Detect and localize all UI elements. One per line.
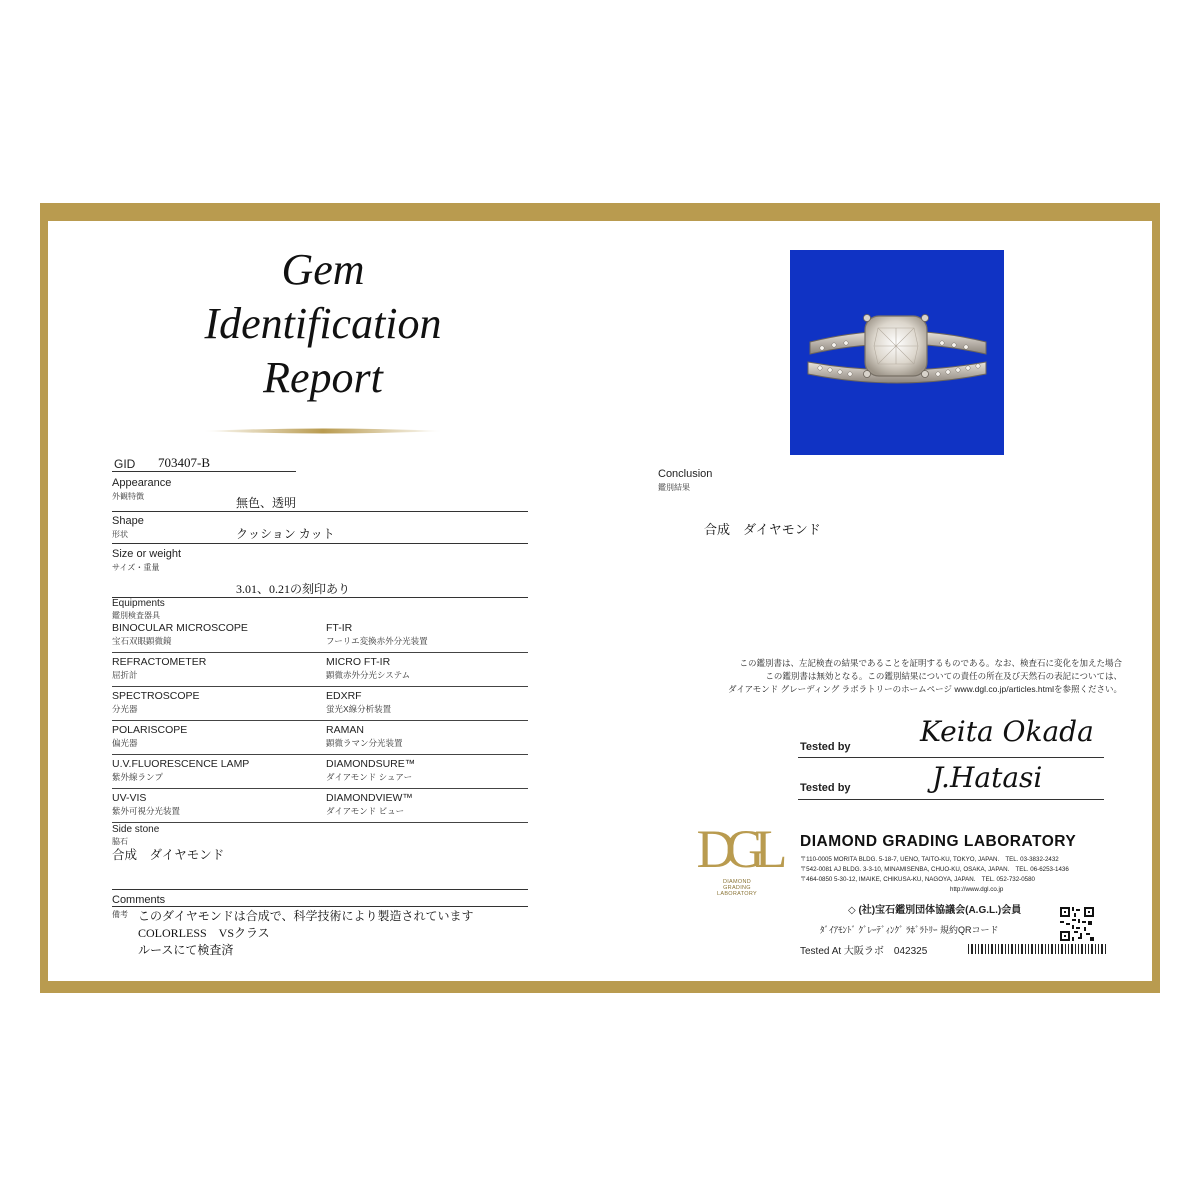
logo-caption-line: GRADING — [723, 885, 751, 891]
equipment-name-jp: 顕微赤外分光システム — [326, 670, 411, 680]
tester-rule-2 — [798, 799, 1104, 800]
comment-line: ルースにて検査済 — [138, 943, 234, 957]
appearance-label: Appearance — [112, 477, 172, 489]
equipment-name: FT-IR — [326, 622, 353, 634]
equipment-name-jp: 屈折計 — [112, 670, 138, 680]
equipment-name-jp: 分光器 — [112, 704, 138, 714]
size-label-jp: サイズ・重量 — [112, 563, 160, 572]
qr-code-icon — [1060, 907, 1094, 941]
side-stone-label: Side stone — [112, 824, 160, 835]
tested-by-label: Tested by — [800, 741, 851, 753]
comment-line: このダイヤモンドは合成で、科学技術により製造されています — [138, 909, 474, 923]
appearance-rule — [112, 511, 528, 512]
shape-value: クッション カット — [236, 527, 335, 541]
address-line: 〒542-0081 AJ BLDG. 3-3-10, MINAMISENBA, CHUO-KU, OSAKA, JAPAN. TEL. 06-6253-1436 — [800, 866, 1069, 873]
equipment-row — [112, 687, 528, 721]
equipment-name-jp: 偏光器 — [112, 738, 138, 748]
equipment-name-jp: フーリエ変換赤外分光装置 — [326, 636, 428, 646]
equipment-row-rule — [112, 822, 528, 823]
appearance-label-jp: 外観特徴 — [112, 492, 144, 501]
title-line-1: Gem — [281, 245, 365, 294]
lab-addresses — [800, 855, 1069, 895]
comment-line: COLORLESS VSクラス — [138, 926, 270, 940]
side-stone-value: 合成 ダイヤモンド — [112, 848, 225, 862]
equipment-name-jp: ダイアモンド ビュー — [326, 806, 405, 816]
tested-by-label: Tested by — [800, 782, 851, 794]
certificate-sheet — [48, 221, 1152, 981]
certificate-frame — [40, 203, 1160, 993]
equipment-name: RAMAN — [326, 724, 364, 736]
equipment-row — [112, 789, 528, 823]
equipment-name-jp: 蛍光X線分析装置 — [326, 704, 392, 714]
barcode-icon — [968, 944, 1108, 954]
dgl-logo — [692, 819, 782, 919]
equipment-name: EDXRF — [326, 690, 362, 702]
equipment-row — [112, 619, 528, 653]
dgl-logo-letters: DGL — [696, 819, 778, 879]
membership-text: (社)宝石鑑別団体協議会(A.G.L.)会員 — [858, 905, 1022, 916]
tested-at: Tested At 大阪ラボ 042325 — [800, 946, 928, 957]
equipment-name: DIAMONDVIEW™ — [326, 792, 413, 804]
conclusion-value: 合成 ダイヤモンド — [704, 522, 821, 537]
disclaimer-line: この鑑別書は無効となる。この鑑別結果についての責任の所在及び天然石の表記については、 — [765, 671, 1122, 681]
appearance-value: 無色、透明 — [236, 496, 297, 510]
size-rule — [112, 597, 528, 598]
gid-value: 703407-B — [158, 455, 210, 470]
signature-1: Keita Okada — [920, 715, 1094, 748]
equipment-name: MICRO FT-IR — [326, 656, 391, 668]
side-stone-label-jp: 脇石 — [112, 837, 128, 846]
equipment-name-jp: ダイアモンド シュアー — [326, 772, 413, 782]
size-value: 3.01、0.21の刻印あり — [236, 582, 351, 596]
conclusion-label-jp: 鑑別結果 — [658, 483, 690, 492]
equipment-name-jp: 顕微ラマン分光装置 — [326, 738, 403, 748]
equipment-name: SPECTROSCOPE — [112, 690, 200, 702]
tester-rule-1 — [798, 757, 1104, 758]
address-line: 〒464-0850 5-30-12, IMAIKE, CHIKUSA-KU, NAGOYA, JAPAN. TEL. 052-732-0580 — [800, 876, 1035, 883]
equipments-label: Equipments — [112, 598, 165, 609]
equipment-name-jp: 紫外線ランプ — [112, 772, 164, 782]
disclaimer-line: この鑑別書は、左記検査の結果であることを証明するものである。なお、検査石に変化を加えた場合 — [739, 658, 1122, 668]
shape-label-jp: 形状 — [112, 530, 128, 539]
equipment-row — [112, 653, 528, 687]
gid-rule — [112, 471, 296, 472]
lab-name: DIAMOND GRADING LABORATORY — [800, 833, 1077, 850]
size-label: Size or weight — [112, 548, 182, 560]
equipment-row — [112, 721, 528, 755]
disclaimer — [662, 657, 1122, 696]
conclusion-label: Conclusion — [658, 468, 713, 480]
title-underline — [203, 427, 443, 435]
signature-2: J.Hatasi — [932, 761, 1043, 794]
equipment-row — [112, 755, 528, 789]
gid-label: GID — [114, 457, 136, 471]
equipment-name: U.V.FLUORESCENCE LAMP — [112, 758, 250, 770]
logo-caption-line: LABORATORY — [717, 891, 757, 897]
gem-photo — [790, 250, 1004, 455]
shape-label: Shape — [112, 515, 144, 527]
equipment-name: POLARISCOPE — [112, 724, 188, 736]
diamond-icon: ◇ — [848, 905, 859, 916]
title-line-2: Identification — [204, 299, 442, 348]
lab-website: http://www.dgl.co.jp — [950, 886, 1004, 893]
equipment-name: REFRACTOMETER — [112, 656, 207, 668]
equipment-name: UV-VIS — [112, 792, 147, 804]
equipment-name: BINOCULAR MICROSCOPE — [112, 622, 248, 634]
equipment-name: DIAMONDSURE™ — [326, 758, 416, 770]
comments-label: Comments — [112, 894, 166, 906]
membership — [848, 901, 1021, 916]
ring-image — [790, 250, 1004, 455]
logo-caption-line: DIAMOND — [722, 879, 752, 885]
shape-rule — [112, 543, 528, 544]
equipment-name-jp: 紫外可視分光装置 — [112, 806, 181, 816]
disclaimer-line: ダイアモンド グレーディング ラボラトリーのホームページ www.dgl.co.jp/articles.htmlを参照ください。 — [728, 684, 1122, 694]
title-line-3: Report — [263, 353, 383, 402]
qr-caption: ﾀﾞｲｱﾓﾝﾄﾞ ｸﾞﾚｰﾃﾞｨﾝｸﾞ ﾗﾎﾞﾗﾄﾘｰ 規約QRコード — [820, 925, 999, 935]
equipment-name-jp: 宝石双眼顕微鏡 — [112, 636, 172, 646]
comments-label-jp: 備考 — [112, 910, 128, 919]
equipments-label-jp: 鑑別検査器具 — [112, 611, 160, 620]
address-line: 〒110-0005 MORITA BLDG. 5-18-7, UENO, TAITO-KU, TOKYO, JAPAN. TEL. 03-3832-2432 — [800, 856, 1059, 863]
side-stone-rule — [112, 889, 528, 890]
